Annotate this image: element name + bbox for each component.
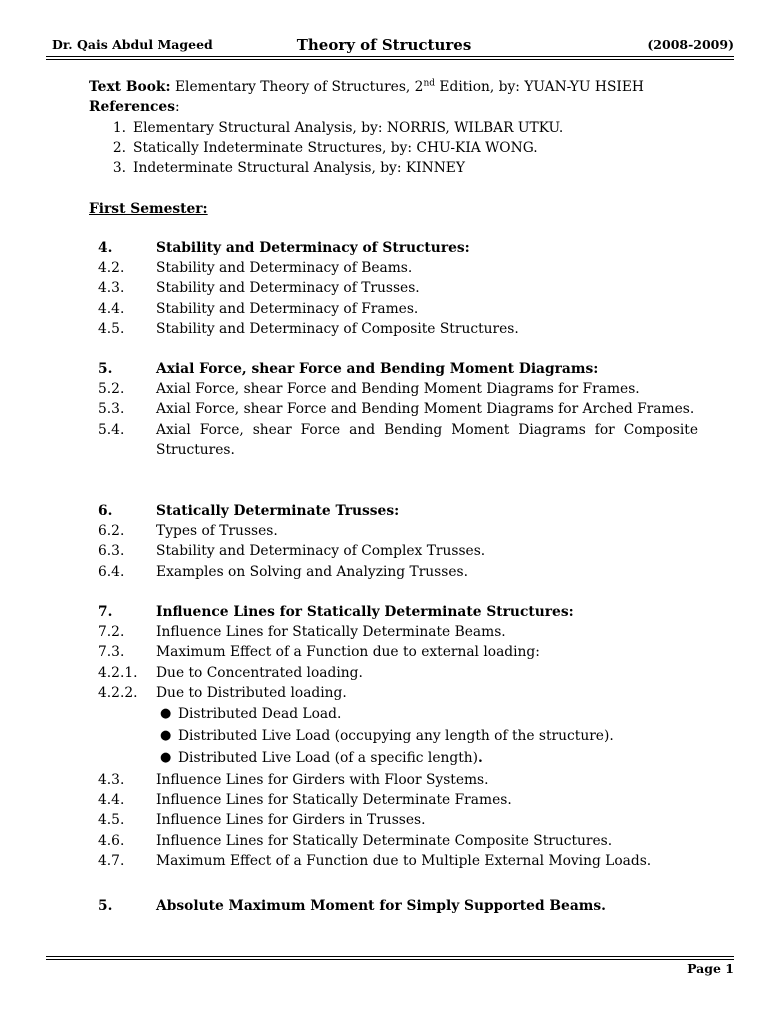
page-number: Page 1 <box>687 961 734 976</box>
list-item <box>98 420 698 460</box>
list-item <box>98 319 698 339</box>
list-item <box>98 642 698 662</box>
item-text: Examples on Solving and Analyzing Trusses. <box>156 563 468 580</box>
list-item <box>98 770 698 790</box>
list-item <box>98 810 698 830</box>
item-number: 4.5. <box>98 320 125 337</box>
item-number: 6.4. <box>98 563 125 580</box>
section-heading <box>98 602 698 622</box>
section-heading <box>98 359 698 379</box>
item-number: 4.2.1. <box>98 664 138 681</box>
item-text: Types of Trusses. <box>156 523 278 540</box>
footer-rule <box>46 956 734 957</box>
item-number: 6.2. <box>98 523 125 540</box>
list-item <box>98 831 698 851</box>
bullet-end-mark: . <box>478 750 483 766</box>
header-title: Theory of Structures <box>296 36 472 54</box>
section-6 <box>98 501 698 582</box>
list-item <box>98 299 698 319</box>
item-number: 4.7. <box>98 852 125 869</box>
references-colon: : <box>174 99 180 115</box>
item-number: 5. <box>98 361 113 377</box>
item-text: Influence Lines for Statically Determinate Frames. <box>156 792 512 809</box>
section-heading <box>98 501 698 521</box>
list-item <box>98 541 698 561</box>
header-rule <box>46 56 734 57</box>
bullet-dot-icon: ● <box>160 706 172 721</box>
item-number: 4.2.2. <box>98 684 138 701</box>
section-4 <box>98 238 698 339</box>
list-item <box>89 158 699 178</box>
reference-number: 3. <box>112 160 126 177</box>
item-text: Influence Lines for Statically Determinate Beams. <box>156 624 506 641</box>
list-item <box>98 562 698 582</box>
section-7 <box>98 602 698 703</box>
list-item <box>89 118 699 138</box>
item-text: Stability and Determinacy of Complex Trusses. <box>156 543 486 560</box>
item-number: 5. <box>98 898 113 914</box>
textbook-title: Elementary Theory of Structures, 2 <box>170 79 424 95</box>
list-item <box>98 790 698 810</box>
item-text: Due to Concentrated loading. <box>156 664 363 681</box>
item-text: Stability and Determinacy of Trusses. <box>156 280 420 297</box>
references-label: References <box>89 99 175 115</box>
item-number: 7.2. <box>98 624 125 641</box>
list-item <box>89 138 699 158</box>
item-text: Absolute Maximum Moment for Simply Supported Beams. <box>156 898 606 914</box>
list-item <box>98 851 698 871</box>
list-item <box>98 399 698 419</box>
item-number: 6. <box>98 503 113 519</box>
item-text: Stability and Determinacy of Frames. <box>156 300 419 317</box>
item-text: Maximum Effect of a Function due to external loading: <box>156 644 540 661</box>
item-number: 7. <box>98 604 113 620</box>
semester-heading: First Semester: <box>89 201 208 217</box>
reference-number: 1. <box>112 120 126 136</box>
item-text: Axial Force, shear Force and Bending Moment Diagrams: <box>156 361 599 377</box>
item-number: 4. <box>98 240 113 256</box>
bullet-text: Distributed Live Load (occupying any length of the structure). <box>178 728 614 744</box>
item-number: 5.2. <box>98 381 125 398</box>
item-text: Stability and Determinacy of Beams. <box>156 260 413 277</box>
bullet-item <box>160 703 700 725</box>
bullet-dot-icon: ● <box>160 750 172 765</box>
bullet-list <box>160 703 700 769</box>
header-rule-thin <box>46 59 734 60</box>
textbook-line <box>89 77 701 97</box>
reference-list <box>89 118 699 179</box>
bullet-dot-icon: ● <box>160 728 172 743</box>
item-number: 6.3. <box>98 543 125 560</box>
item-number: 4.6. <box>98 832 125 849</box>
list-item <box>98 683 698 703</box>
bullet-text: Distributed Dead Load. <box>178 706 342 722</box>
item-number: 4.5. <box>98 812 125 829</box>
item-number: 4.4. <box>98 792 125 809</box>
section-7-continued <box>98 770 698 871</box>
item-number: 4.4. <box>98 300 125 317</box>
header-author: Dr. Qais Abdul Mageed <box>52 37 213 52</box>
list-item <box>98 258 698 278</box>
section-5 <box>98 359 698 460</box>
reference-number: 2. <box>112 140 126 157</box>
list-item <box>98 278 698 298</box>
list-item <box>98 521 698 541</box>
item-text: Axial Force, shear Force and Bending Moment Diagrams for Arched Frames. <box>156 401 695 418</box>
section-heading <box>98 896 698 916</box>
item-text: Due to Distributed loading. <box>156 684 347 701</box>
section-heading <box>98 238 698 258</box>
item-text: Influence Lines for Statically Determinate Composite Structures. <box>156 832 613 849</box>
item-text: Axial Force, shear Force and Bending Moment Diagrams for Frames. <box>156 381 640 398</box>
list-item <box>98 622 698 642</box>
item-number: 5.3. <box>98 401 125 418</box>
item-text: Stability and Determinacy of Composite Structures. <box>156 320 519 337</box>
textbook-author: Edition, by: YUAN-YU HSIEH <box>435 79 644 95</box>
item-number: 4.3. <box>98 280 125 297</box>
item-number: 4.2. <box>98 260 125 277</box>
reference-text: Statically Indeterminate Structures, by: CHU-KIA WONG. <box>133 140 538 157</box>
item-number: 5.4. <box>98 421 125 438</box>
header-year: (2008-2009) <box>647 37 734 52</box>
textbook-edition-sup: nd <box>423 78 436 89</box>
reference-text: Indeterminate Structural Analysis, by: KINNEY <box>133 160 465 177</box>
footer-rule-thin <box>46 959 734 960</box>
item-number: 7.3. <box>98 644 125 661</box>
reference-text: Elementary Structural Analysis, by: NORRIS, WILBAR UTKU. <box>133 120 564 136</box>
bullet-item <box>160 725 700 747</box>
item-text: Influence Lines for Girders in Trusses. <box>156 812 426 829</box>
bullet-text: Distributed Live Load (of a specific length) <box>178 750 479 766</box>
textbook-label: Text Book: <box>89 79 171 95</box>
item-text: Statically Determinate Trusses: <box>156 503 400 519</box>
item-text: Influence Lines for Statically Determinate Structures: <box>156 604 574 620</box>
list-item <box>98 379 698 399</box>
item-number: 4.3. <box>98 772 125 788</box>
references-heading <box>89 97 701 117</box>
bullet-item <box>160 747 700 769</box>
item-text: Influence Lines for Girders with Floor Systems. <box>156 772 489 788</box>
section-absolute-max-moment <box>98 896 698 916</box>
list-item <box>98 663 698 683</box>
item-text: Stability and Determinacy of Structures: <box>156 240 470 256</box>
item-text: Axial Force, shear Force and Bending Moment Diagrams for Composite Structures. <box>156 421 698 458</box>
item-text: Maximum Effect of a Function due to Multiple External Moving Loads. <box>156 852 652 869</box>
